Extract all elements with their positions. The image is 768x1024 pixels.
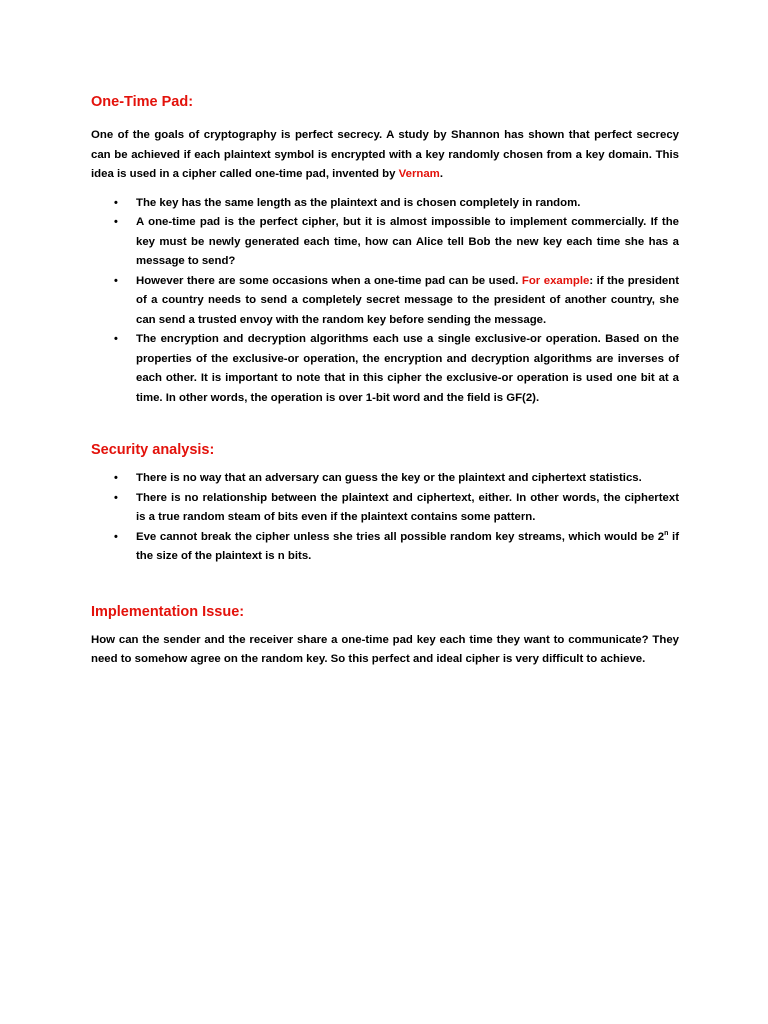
spacer (91, 408, 679, 440)
document-page (91, 92, 679, 670)
list-item-text: There is no way that an adversary can guess the key or the plaintext and ciphertext statistics. (136, 472, 642, 484)
bullet-glyph: • (114, 196, 118, 209)
bullet-glyph: • (114, 274, 118, 287)
heading-one-time-pad: One-Time Pad: (91, 94, 194, 110)
intro-end: . (439, 168, 443, 180)
bullet-glyph: • (114, 216, 118, 228)
list-item-text: There is no relationship between the plaintext and ciphertext, either. In other words, the ciphertext is a true random steam of bits even if the plaintext contains some pattern. (136, 491, 679, 523)
list-item (91, 194, 679, 214)
intro-paragraph (91, 126, 679, 185)
vernam-highlight: Vernam (398, 168, 440, 180)
list-item (91, 469, 679, 489)
list-item-text: However there are some occasions when a one-time pad can be used. (136, 274, 522, 287)
spacer (91, 567, 679, 602)
section-implementation-issue (91, 602, 679, 670)
otp-bullet-list (91, 194, 679, 409)
heading-security-analysis: Security analysis: (91, 442, 215, 458)
implementation-paragraph: How can the sender and the receiver share a one-time pad key each time they want to communicate? They need to somehow agree on the random key. So this perfect and ideal cipher is very difficult to achieve. (91, 633, 679, 665)
list-item (91, 272, 679, 331)
for-example-highlight: For example (521, 274, 590, 287)
bullet-glyph: • (114, 491, 118, 504)
list-item-text-cont: if the size of the plaintext is n bits. (136, 530, 680, 562)
bullet-glyph: • (114, 530, 118, 543)
heading-implementation-issue: Implementation Issue: (91, 603, 245, 620)
list-item-text-cont: : if the president of a country needs to send a completely secret message to the president of another country, she can send a trusted envoy with the random key before sending the message. (136, 274, 679, 326)
superscript-n: n (664, 529, 669, 537)
section-one-time-pad (91, 92, 679, 408)
intro-text: One of the goals of cryptography is perfect secrecy. A study by Shannon has shown that perfect secrecy can be achieved if each plaintext symbol is encrypted with a key randomly chosen from a key domain. This idea is used in a cipher called one-time pad, invented by (91, 129, 679, 180)
list-item-text: A one-time pad is the perfect cipher, but it is almost impossible to implement commercially. If the key must be newly generated each time, how can Alice tell Bob the new key each time she has a message to send? (136, 216, 679, 267)
bullet-glyph: • (114, 333, 118, 345)
list-item (91, 213, 679, 272)
list-item-text: The encryption and decryption algorithms each use a single exclusive-or operation. Based on the properties of the exclusive-or operation, the encryption and decryption algorithms are inverses of each other. It is important to note that in this cipher the exclusive-or operation is used one bit at a time. In other words, the operation is over 1-bit word and the field is GF(2). (136, 333, 679, 404)
security-bullet-list (91, 469, 679, 567)
list-item (91, 528, 679, 567)
bullet-glyph: • (114, 472, 118, 484)
list-item (91, 489, 679, 528)
list-item-text: The key has the same length as the plaintext and is chosen completely in random. (136, 196, 581, 209)
list-item-text: Eve cannot break the cipher unless she tries all possible random key streams, which would be 2 (136, 530, 665, 543)
section-security-analysis (91, 440, 679, 567)
list-item (91, 330, 679, 408)
